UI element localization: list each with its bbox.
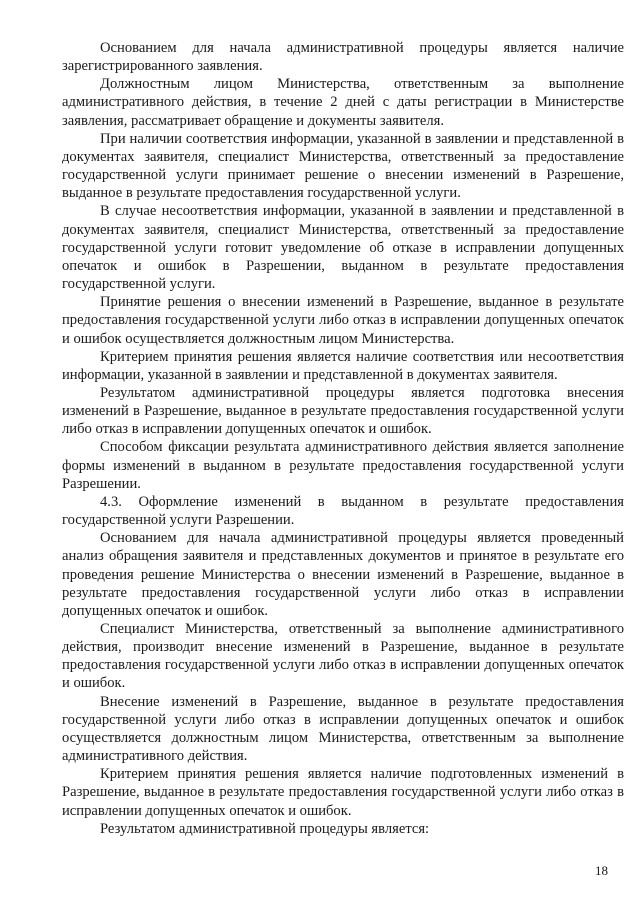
paragraph: При наличии соответствия информации, указанной в заявлении и представленной в документах заявителя, специалист Министерства, ответственный за предоставление государственной услуги принимает решение о внесении изменений в Разрешение, выданное в результате предоставления государственной услуги.: [62, 130, 624, 202]
paragraph: Критерием принятия решения является наличие подготовленных изменений в Разрешение, выданное в результате предоставления государственной услуги либо отказ в исправлении допущенных опечаток и ошибок.: [62, 766, 624, 819]
paragraph: Должностным лицом Министерства, ответственным за выполнение административного действия, в течение 2 дней с даты регистрации в Министерстве заявления, рассматривает обращение и документы заявителя.: [62, 76, 624, 129]
paragraph: Результатом административной процедуры является:: [100, 820, 430, 837]
section-heading: 4.3. Оформление изменений в выданном в результате предоставления государственной услуги Разрешении.: [62, 493, 624, 529]
paragraph: Внесение изменений в Разрешение, выданное в результате предоставления государственной услуги либо отказ в исправлении допущенных опечаток и ошибок осуществляется должностным лицом Министерства, ответственным за выполнение административного действия.: [62, 693, 624, 765]
paragraph: Критерием принятия решения является наличие соответствия или несоответствия информации, указанной в заявлении и представленной в документах заявителя.: [62, 348, 624, 383]
paragraph: Результатом административной процедуры является подготовка внесения изменений в Разрешение, выданное в результате предоставления государственной услуги либо отказ в исправлении допущенных опечаток и ошибок.: [62, 384, 624, 438]
paragraph: Основанием для начала административной процедуры является наличие зарегистрированного заявления.: [62, 40, 624, 75]
paragraph: Специалист Министерства, ответственный за выполнение административного действия, производит внесение изменений в Разрешение, выданное в результате предоставления государственной услуги либо отказ в исправлении допущенных опечаток и ошибок.: [62, 621, 624, 692]
page-number: 18: [595, 863, 608, 878]
paragraph: Основанием для начала административной процедуры является проведенный анализ обращения заявителя и представленных документов и принятое в результате его проведения решение Министерства о внесении изменений в Разрешение, выданное в результате предоставления государственной услуги либо отказ в исправлении допущенных опечаток и ошибок.: [62, 530, 624, 619]
document-body: [62, 39, 624, 838]
paragraph: Способом фиксации результата административного действия является заполнение формы изменений в выданном в результате предоставления государственной услуги Разрешении.: [62, 439, 624, 492]
paragraph: Принятие решения о внесении изменений в Разрешение, выданное в результате предоставления государственной услуги либо отказ в исправлении допущенных опечаток и ошибок осуществляется должностным лицом Министерства.: [62, 294, 624, 347]
paragraph: В случае несоответствия информации, указанной в заявлении и представленной в документах заявителя, специалист Министерства, ответственный за предоставление государственной услуги готовит уведомление об отказе в исправлении допущенных опечаток и ошибок в Разрешении, выданном в результате предоставления государственной услуги.: [62, 203, 624, 293]
